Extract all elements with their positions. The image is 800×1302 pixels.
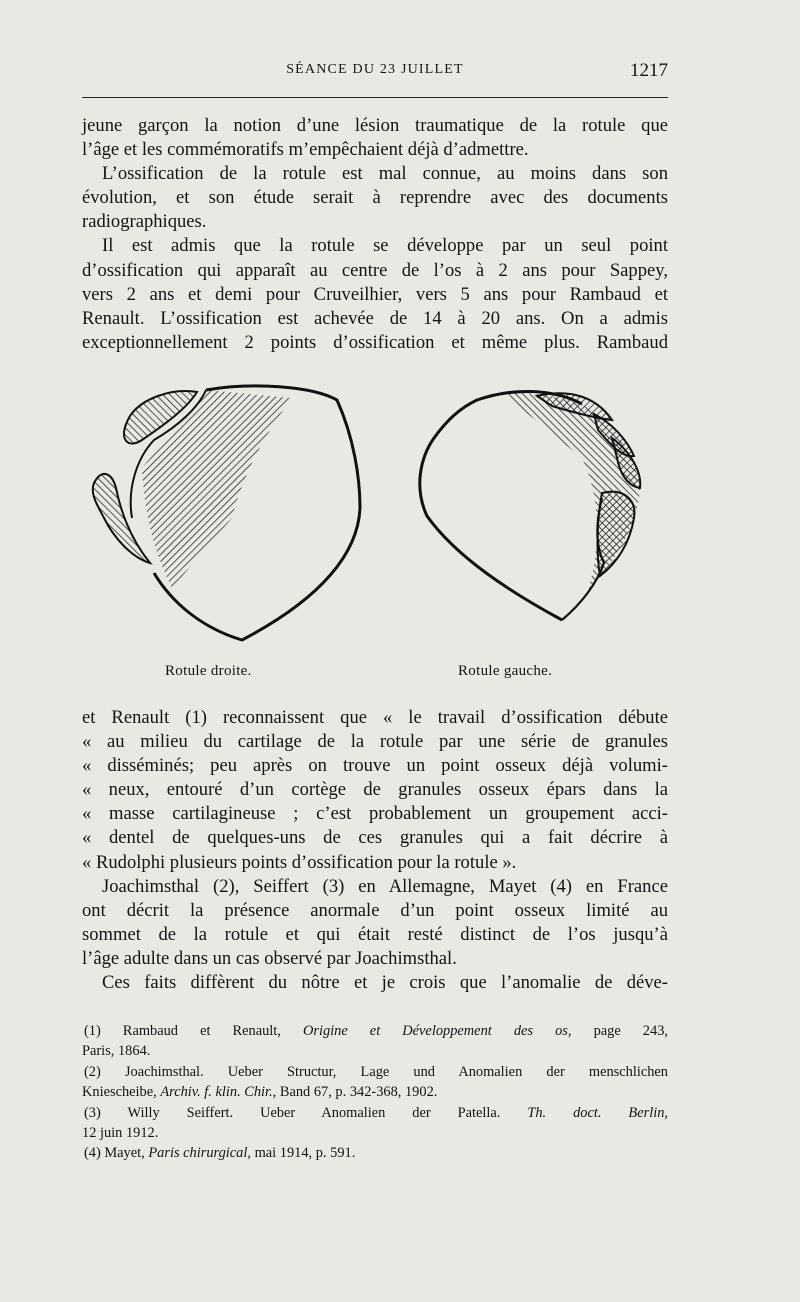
fn1-title: Origine et Développement des os, — [302, 1023, 572, 1039]
running-head — [82, 60, 668, 86]
footnote-1 — [82, 1021, 668, 1041]
footnote-4 — [82, 1143, 668, 1163]
text-line: d’ossification qui apparaît au centre de l’os à 2 ans pour Sappey, — [82, 259, 668, 281]
footnotes — [82, 1021, 668, 1164]
patella-figure — [82, 378, 668, 650]
text-line: « disséminés; peu après on trouve un point osseux déjà volumi- — [82, 755, 668, 777]
fn4-journal: Paris chirurgical, — [148, 1145, 251, 1162]
text-line: jeune garçon la notion d’une lésion traumatique de la rotule que — [82, 115, 668, 136]
text-line: L’ossification de la rotule est mal connue, au moins dans son — [102, 163, 668, 185]
fn2-title: Kniescheibe, — [82, 1084, 157, 1101]
paragraph-bottom — [82, 706, 668, 995]
left-patella — [420, 391, 642, 620]
text-line: « masse cartilagineuse ; c’est probablement un groupement acci- — [82, 803, 668, 825]
fn3-author: (3) Willy Seiffert. Ueber Anomalien der Patella. — [84, 1104, 501, 1121]
paragraph-top — [82, 114, 668, 355]
text-line: l’âge adulte dans un cas observé par Joachimsthal. — [82, 947, 457, 969]
right-patella — [93, 386, 360, 640]
running-title: SÉANCE DU 23 JUILLET — [286, 62, 464, 77]
footnote-2-cont — [82, 1082, 668, 1102]
fn4-ref: mai 1914, p. 591. — [254, 1145, 356, 1162]
text-line: évolution, et son étude serait à reprendre avec des documents — [82, 187, 668, 209]
text-line: Il est admis que la rotule se développe par un seul point — [102, 235, 668, 257]
fn1-author: (1) Rambaud et Renault, — [84, 1023, 281, 1039]
text-line: l’âge et les commémoratifs m’empêchaient déjà d’admettre. — [82, 139, 529, 161]
footnote-2: (2) Joachimsthal. Ueber Structur, Lage und Anomalien der menschlichen — [84, 1063, 668, 1080]
text-line: Ces faits diffèrent du nôtre et je crois que l’anomalie de déve- — [102, 972, 668, 994]
text-line: et Renault (1) reconnaissent que « le travail d’ossification débute — [82, 707, 668, 728]
header-rule — [82, 97, 668, 98]
footnote-1-cont: Paris, 1864. — [82, 1043, 151, 1060]
fn1-page: page 243, — [593, 1023, 668, 1039]
text-line: ont décrit la présence anormale d’un point osseux limité au — [82, 899, 668, 921]
text-line: Renault. L’ossification est achevée de 14 à 20 ans. On a admis — [82, 307, 668, 329]
caption-right-patella: Rotule droite. — [165, 663, 252, 679]
fn3-thesis: Th. doct. Berlin, — [527, 1104, 668, 1121]
page-number: 1217 — [630, 60, 668, 81]
footnote-3 — [82, 1103, 668, 1123]
text-line: « dentel de quelques-uns de ces granules qui a fait décrire à — [82, 827, 668, 849]
caption-left-patella: Rotule gauche. — [458, 663, 553, 679]
fn2-ref: Band 67, p. 342-368, 1902. — [279, 1084, 438, 1101]
patella-drawing — [82, 378, 668, 650]
text-line: exceptionnellement 2 points d’ossification et même plus. Rambaud — [82, 331, 668, 353]
fn2-journal: Archiv. f. klin. Chir., — [160, 1084, 277, 1101]
text-line: sommet de la rotule et qui était resté distinct de l’os jusqu’à — [82, 923, 668, 945]
text-line: radiographiques. — [82, 211, 207, 233]
text-line: « au milieu du cartilage de la rotule par une série de granules — [82, 731, 668, 753]
footnote-3-cont: 12 juin 1912. — [82, 1124, 159, 1141]
text-line: « Rudolphi plusieurs points d’ossification pour la rotule ». — [82, 851, 517, 873]
fn4-author: (4) Mayet, — [84, 1145, 145, 1162]
text-line: Joachimsthal (2), Seiffert (3) en Allemagne, Mayet (4) en France — [102, 875, 668, 897]
text-line: vers 2 ans et demi pour Cruveilhier, vers 5 ans pour Rambaud et — [82, 283, 668, 305]
text-line: « neux, entouré d’un cortège de granules osseux épars dans la — [82, 779, 668, 801]
